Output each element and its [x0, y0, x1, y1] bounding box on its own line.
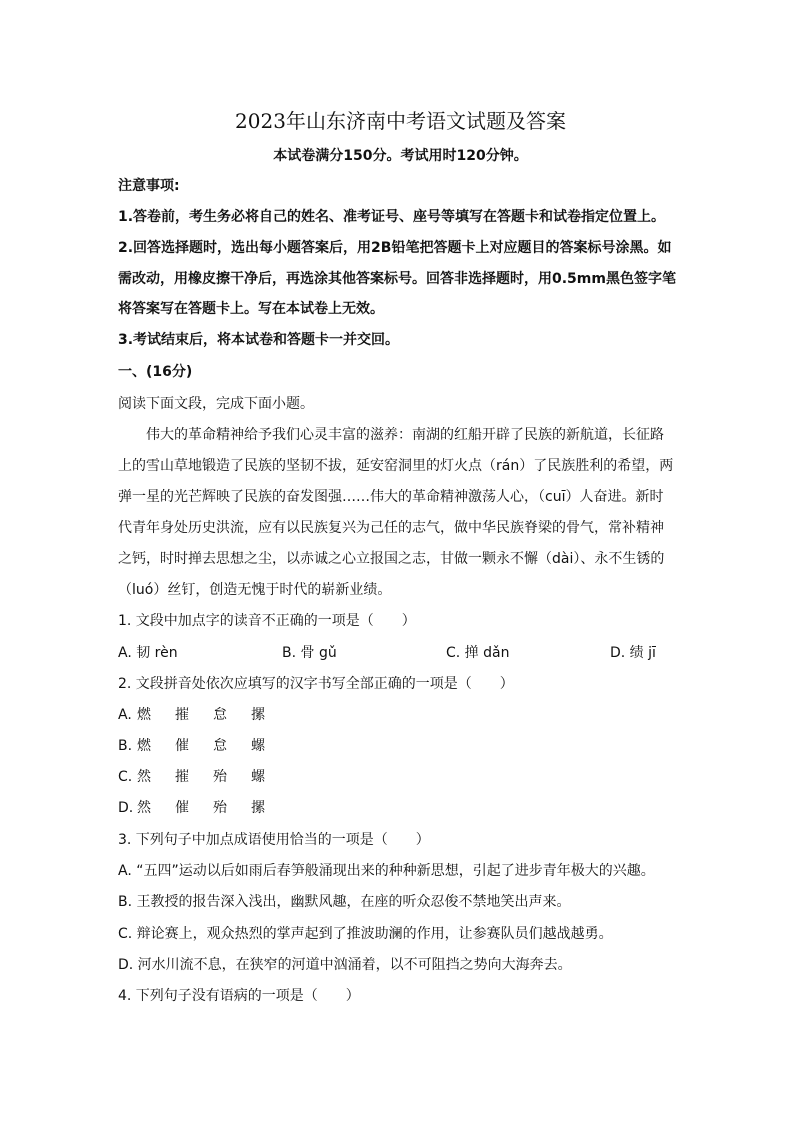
char: 然	[137, 800, 151, 816]
option-d: D. 绩 jī	[610, 645, 656, 661]
notice-line: 需改动，用橡皮擦干净后，再选涂其他答案标号。回答非选择题时，用0.5mm黑色签字笔	[118, 271, 676, 287]
passage-line: 上的雪山草地锻造了民族的坚韧不拔，延安窑洞里的灯火点（rán）了民族胜利的希望，两	[118, 458, 674, 474]
char: 螺	[251, 738, 265, 754]
char: 然	[137, 769, 151, 785]
question-4-stem: 4. 下列句子没有语病的一项是（ ）	[118, 988, 360, 1004]
char: 殆	[213, 800, 227, 816]
passage-line: 弹一星的光芒辉映了民族的奋发图强……伟大的革命精神激荡人心，（cuī）人奋进。新时	[118, 489, 664, 505]
exam-info: 本试卷满分150分。考试用时120分钟。	[273, 148, 528, 164]
passage-line: 伟大的革命精神给予我们心灵丰富的滋养：南湖的红船开辟了民族的新航道，长征路	[118, 427, 664, 443]
char: 催	[175, 800, 189, 816]
question-1-stem: 1. 文段中加点字的读音不正确的一项是（ ）	[118, 613, 416, 629]
instruction: 阅读下面文段，完成下面小题。	[118, 396, 314, 412]
char: 怠	[213, 707, 227, 723]
passage-line: （luó）丝钉，创造无愧于时代的崭新业绩。	[118, 582, 392, 598]
notice-line: 1.答卷前，考生务必将自己的姓名、准考证号、座号等填写在答题卡和试卷指定位置上。	[118, 209, 666, 225]
option-c: C. 辩论赛上，观众热烈的掌声起到了推波助澜的作用，让参赛队员们越战越勇。	[118, 926, 613, 942]
question-3-stem: 3. 下列句子中加点成语使用恰当的一项是（ ）	[118, 832, 430, 848]
option-a: A. “五四”运动以后如雨后春笋般涌现出来的种种新思想，引起了进步青年极大的兴趣。	[118, 863, 655, 879]
option-b	[118, 736, 289, 756]
option-b: B. 骨 gǔ	[282, 645, 337, 661]
char: 螺	[251, 769, 265, 785]
char: 摧	[175, 707, 189, 723]
notice-heading: 注意事项:	[118, 178, 180, 194]
option-d: D. 河水川流不息，在狭窄的河道中汹涌着，以不可阻挡之势向大海奔去。	[118, 957, 572, 973]
passage-line: 之钙，时时掸去思想之尘，以赤诚之心立报国之志，甘做一颗永不懈（dài）、永不生锈的	[118, 551, 665, 567]
char: 燃	[137, 738, 151, 754]
option-label: A.	[118, 707, 132, 723]
option-label: D.	[118, 800, 134, 816]
notice-line: 将答案写在答题卡上。写在本试卷上无效。	[118, 301, 384, 317]
char: 怠	[213, 738, 227, 754]
option-label: C.	[118, 769, 133, 785]
option-a: A. 韧 rèn	[118, 645, 178, 661]
char: 摞	[251, 707, 265, 723]
question-2-stem: 2. 文段拼音处依次应填写的汉字书写全部正确的一项是（ ）	[118, 676, 514, 692]
notice-line: 3.考试结束后，将本试卷和答题卡一并交回。	[118, 332, 400, 348]
char: 摞	[251, 800, 265, 816]
option-a	[118, 705, 289, 725]
char: 燃	[137, 707, 151, 723]
option-c: C. 掸 dǎn	[446, 645, 510, 661]
option-label: B.	[118, 738, 133, 754]
section-heading: 一、(16分)	[118, 364, 193, 380]
char: 催	[175, 738, 189, 754]
option-c	[118, 767, 289, 787]
passage-line: 代青年身处历史洪流，应有以民族复兴为己任的志气，做中华民族脊梁的骨气，常补精神	[118, 520, 664, 536]
notice-line: 2.回答选择题时，选出每小题答案后，用2B铅笔把答题卡上对应题目的答案标号涂黑。如	[118, 240, 672, 256]
option-d	[118, 798, 289, 818]
page-title: 2023年山东济南中考语文试题及答案	[235, 109, 566, 133]
char: 殆	[213, 769, 227, 785]
option-b: B. 王教授的报告深入浅出，幽默风趣，在座的听众忍俊不禁地笑出声来。	[118, 894, 571, 910]
char: 摧	[175, 769, 189, 785]
question-1-options	[118, 643, 656, 663]
